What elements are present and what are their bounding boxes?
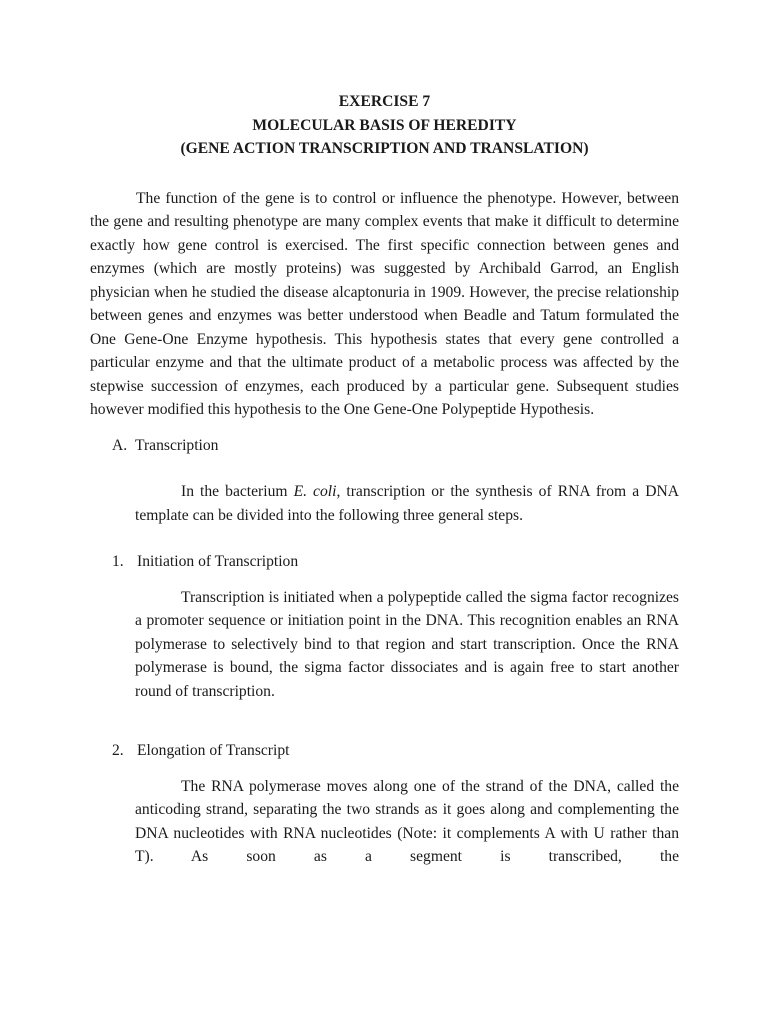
step-1-marker: 1. <box>112 553 124 570</box>
step-2-title: Elongation of Transcript <box>137 742 290 759</box>
section-a-title: Transcription <box>135 436 219 454</box>
document-title <box>90 90 679 161</box>
step-1-heading <box>90 550 679 574</box>
title-exercise-number: EXERCISE 7 <box>338 93 431 110</box>
step-2-heading <box>90 739 679 763</box>
intro-paragraph: The function of the gene is to control or influence the phenotype. However, between the gene and resulting phenotype are many complex events that make it difficult to determine exactly how gene control is exercised. The first specific connection between genes and enzymes (which are mostly proteins) was suggested by Archibald Garrod, an English physician when he studied the disease alcaptonuria in 1909. However, the precise relationship between genes and enzymes was better understood when Beadle and Tatum formulated the One Gene-One Enzyme hypothesis. This hypothesis states that every gene controlled a particular enzyme and that the ultimate product of a metabolic process was affected by the stepwise succession of enzymes, each produced by a particular gene. Subsequent studies however modified this hypothesis to the One Gene-One Polypeptide Hypothesis. <box>90 189 679 418</box>
species-name: E. coli <box>293 483 337 500</box>
section-a-heading <box>90 434 679 458</box>
section-a-paragraph: In the bacterium E. coli, transcription or the synthesis of RNA from a DNA template can be divided into the following three general steps. <box>135 483 679 524</box>
section-a-marker: A. <box>112 436 128 454</box>
title-main: MOLECULAR BASIS OF HEREDITY <box>252 116 517 134</box>
document-page <box>90 90 679 869</box>
step-2-marker: 2. <box>112 742 124 759</box>
step-1-paragraph: Transcription is initiated when a polypeptide called the sigma factor recognizes a promoter sequence or initiation point in the DNA. This recognition enables an RNA polymerase to selectively bind to that region and start transcription. Once the RNA polymerase is bound, the sigma factor dissociates and is again free to start another round of transcription. <box>135 588 679 700</box>
step-1-title: Initiation of Transcription <box>137 553 299 570</box>
step-2-paragraph: The RNA polymerase moves along one of the strand of the DNA, called the anticoding strand, separating the two strands as it goes along and complementing the DNA nucleotides with RNA nucleotides (Note: it complements A with U rather than T). As soon as a segment is transcribed, the <box>135 777 679 865</box>
title-subtitle: (GENE ACTION TRANSCRIPTION AND TRANSLATION) <box>180 140 589 157</box>
